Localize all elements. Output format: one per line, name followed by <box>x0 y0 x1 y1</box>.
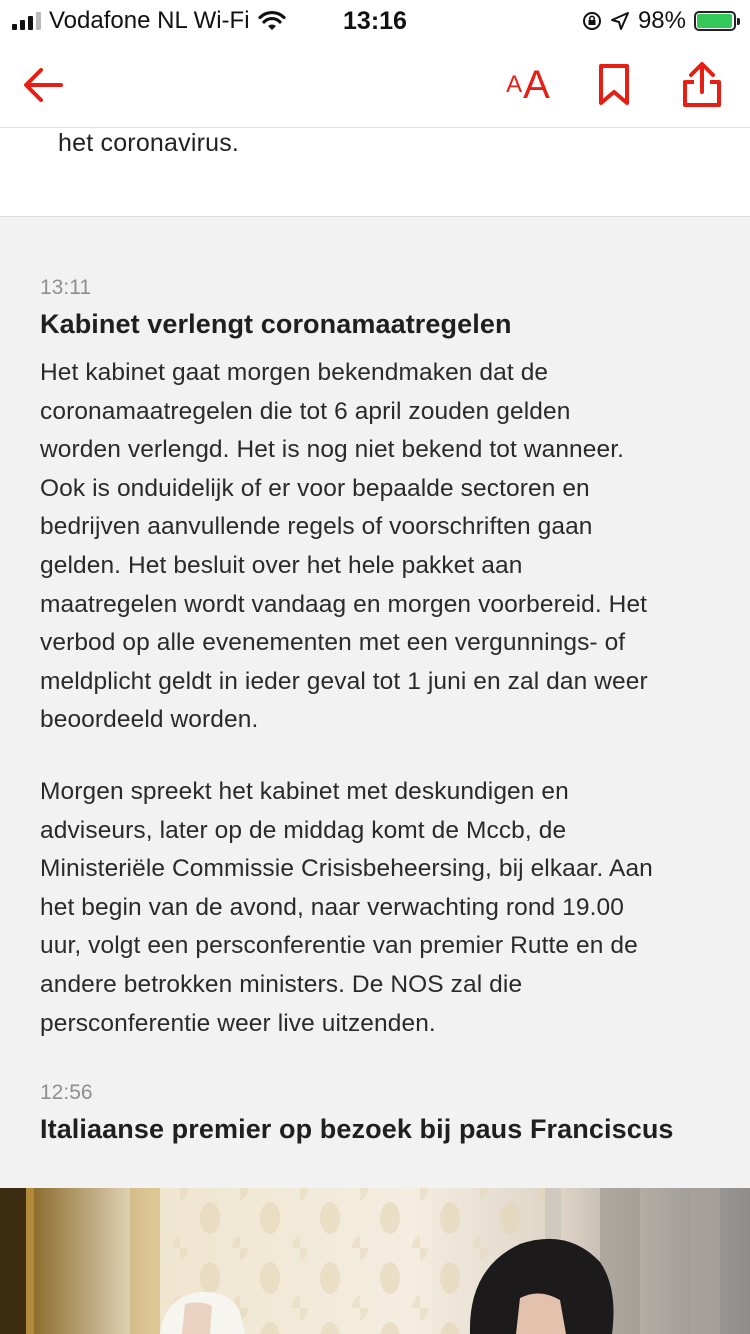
status-bar <box>0 0 750 42</box>
share-button[interactable] <box>676 60 728 110</box>
text-line: gelden. Het besluit over het hele pakket aan <box>40 551 523 579</box>
navigation-bar <box>0 42 750 128</box>
text-line: Het kabinet gaat morgen bekendmaken dat de <box>40 359 549 386</box>
share-icon <box>681 62 723 108</box>
text-line: Ook is onduidelijk of er voor bepaalde sectoren en <box>40 474 590 502</box>
text-line: andere betrokken ministers. De NOS zal die <box>40 970 523 998</box>
location-arrow-icon <box>610 11 630 31</box>
battery-percentage: 98% <box>637 7 686 34</box>
text-line: beoordeeld worden. <box>40 706 259 734</box>
carrier-label: Vodafone NL Wi-Fi <box>49 7 250 34</box>
font-size-small-letter: A <box>506 71 523 98</box>
text-line: adviseurs, later op de middag komt de Mccb, de <box>40 816 567 844</box>
entry-photo[interactable] <box>0 1188 750 1334</box>
text-line: Morgen spreekt het kabinet met deskundigen en <box>40 777 569 805</box>
entry-paragraph <box>40 773 720 1043</box>
text-line: het begin van de avond, naar verwachting rond 19.00 <box>40 893 624 921</box>
entry-timestamp: 13:11 <box>40 276 91 299</box>
entry-title[interactable]: Kabinet verlengt coronamaatregelen <box>40 309 512 339</box>
text-line: coronamaatregelen die tot 6 april zouden gelden <box>40 397 571 425</box>
battery-icon <box>694 11 736 31</box>
font-size-large-letter: A <box>523 62 550 107</box>
bookmark-icon <box>596 63 632 107</box>
text-line: Ministeriële Commissie Crisisbeheersing, bij elkaar. Aan <box>40 855 653 883</box>
text-line: persconferentie weer live uitzenden. <box>40 1009 436 1037</box>
bookmark-button[interactable] <box>592 60 636 110</box>
previous-entry-text: het coronavirus. <box>58 129 240 157</box>
font-size-button[interactable] <box>500 60 556 110</box>
text-line: maatregelen wordt vandaag en morgen voorbereid. Het <box>40 590 648 618</box>
liveblog-entry <box>40 276 720 1043</box>
text-line: meldplicht geldt in ieder geval tot 1 juni en zal dan weer <box>40 667 648 695</box>
entry-timestamp: 12:56 <box>40 1081 93 1104</box>
orientation-lock-icon <box>582 11 602 31</box>
entry-paragraph <box>40 354 720 740</box>
back-arrow-icon <box>23 67 63 103</box>
text-line: uur, volgt een persconferentie van premier Rutte en de <box>40 932 638 960</box>
liveblog-entry <box>40 1081 720 1145</box>
text-line: verbod op alle evenementen met een vergunnings- of <box>40 629 626 657</box>
photo-illustration <box>0 1188 750 1334</box>
previous-entry-tail <box>0 128 750 217</box>
clock: 13:16 <box>343 7 407 35</box>
back-button[interactable] <box>16 60 70 110</box>
entry-title[interactable]: Italiaanse premier op bezoek bij paus Franciscus <box>40 1114 674 1144</box>
text-line: worden verlengd. Het is nog niet bekend tot wanneer. <box>40 436 625 464</box>
text-line: bedrijven aanvullende regels of voorschriften gaan <box>40 513 593 541</box>
status-right <box>582 7 736 35</box>
